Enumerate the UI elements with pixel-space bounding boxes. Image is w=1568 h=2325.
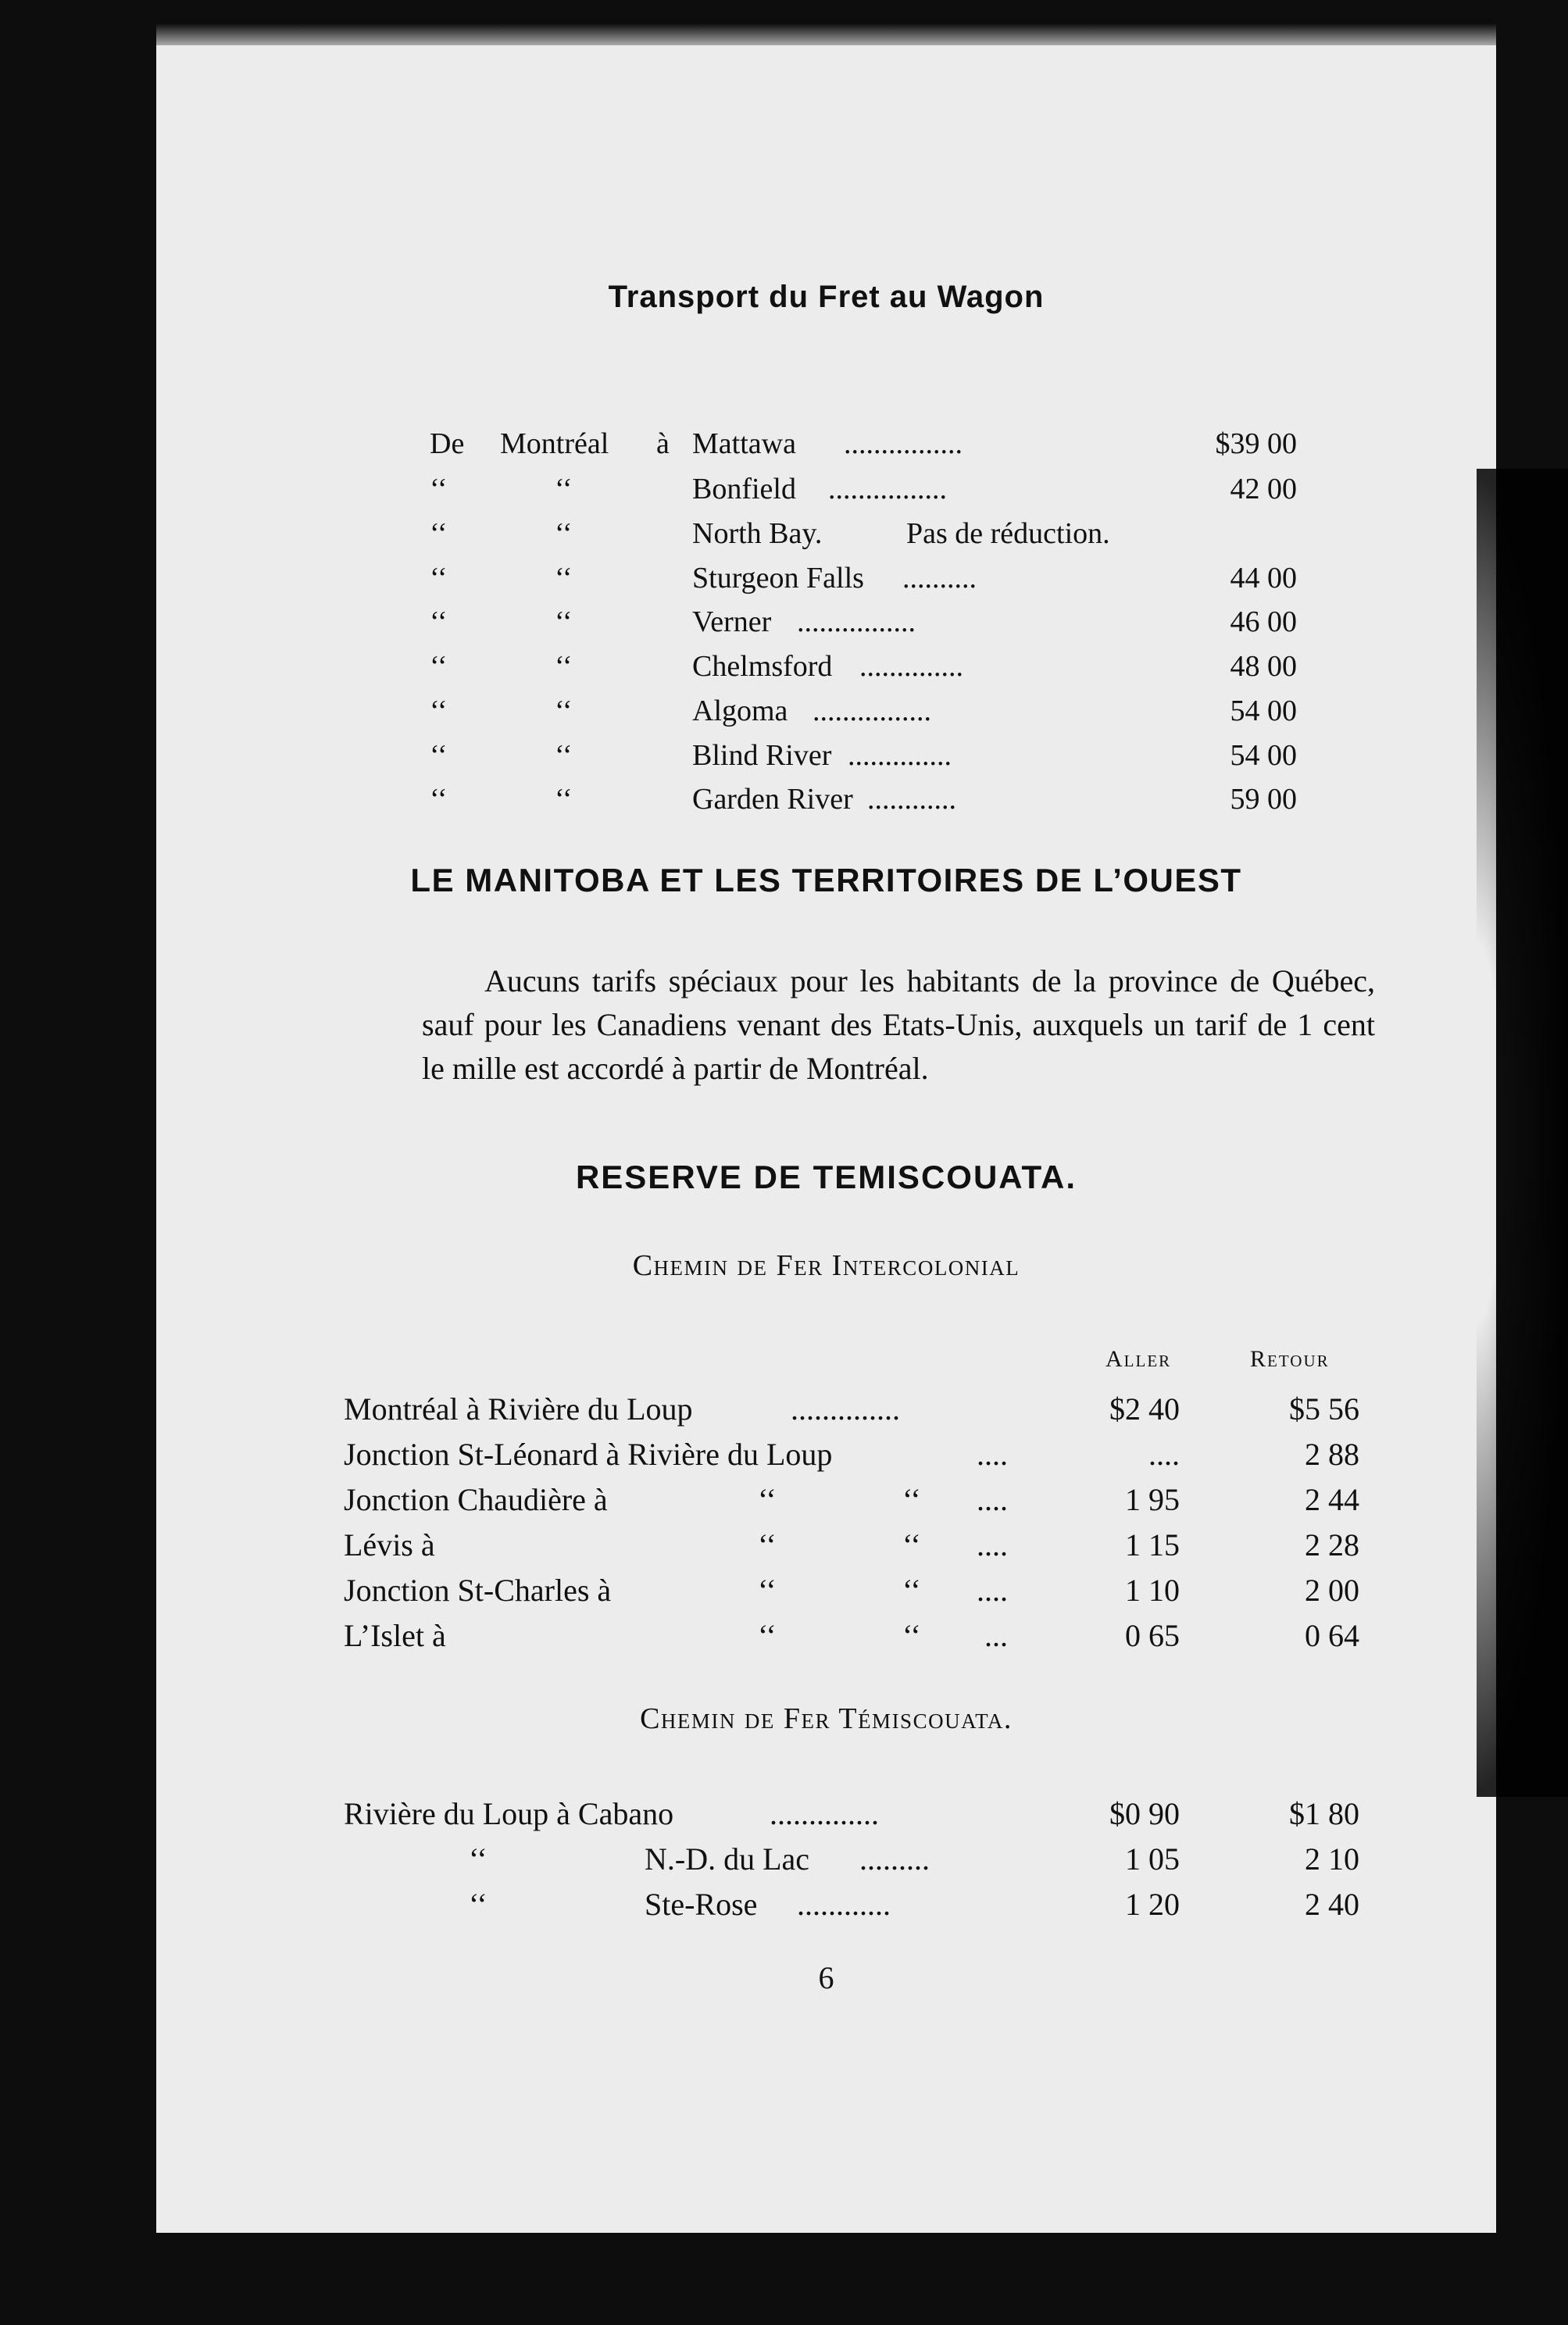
row-aller: 1 15 [1125, 1527, 1180, 1562]
row-aller: 1 20 [1125, 1887, 1180, 1922]
row-c2: ‘‘ [555, 473, 573, 505]
freight-title: Transport du Fret au Wagon [608, 280, 1045, 314]
page-number: 6 [818, 1960, 834, 1995]
row-retour: 2 00 [1305, 1573, 1359, 1608]
row-price: 59 00 [1230, 783, 1297, 816]
row-from: L’Islet à [344, 1618, 446, 1653]
manitoba-paragraph: Aucuns tarifs spéciaux pour les habitants de la province de Québec, sauf pour les Canadiens venant des Etats-Unis, auxquels un tarif de 1 cent le mille est accordé à partir de Montréal. [422, 963, 1375, 1086]
row-note: Pas de réduction. [906, 517, 1110, 550]
row-aller: 1 05 [1125, 1841, 1180, 1877]
row-c2: ‘‘ [555, 739, 573, 772]
row-aller: 1 95 [1125, 1482, 1180, 1517]
row-c2: Montréal [500, 427, 609, 460]
row-price: 54 00 [1230, 739, 1297, 772]
row-aller: $2 40 [1109, 1391, 1180, 1427]
row-dest: Bonfield [692, 473, 796, 505]
row-retour: 2 40 [1305, 1887, 1359, 1922]
row-dots: ... [984, 1618, 1008, 1653]
row-dest: Sturgeon Falls [692, 562, 864, 595]
col-aller: Aller [1105, 1346, 1172, 1372]
row-dots: ................ [797, 605, 916, 638]
row-c2: ‘‘ [555, 562, 573, 595]
row-c2: ‘‘ [555, 695, 573, 727]
row-dots: ............ [797, 1887, 891, 1922]
row-ditto: ‘‘ [758, 1527, 777, 1562]
row-ditto: ‘‘ [902, 1618, 921, 1653]
row-ditto: ‘‘ [758, 1618, 777, 1653]
row-c2: ‘‘ [555, 517, 573, 550]
row-ditto: ‘‘ [469, 1887, 488, 1922]
row-c3: à [656, 427, 670, 460]
row-price: $39 00 [1215, 427, 1297, 460]
row-dots: .............. [791, 1391, 900, 1427]
row-dots: ......... [859, 1841, 930, 1877]
row-c1: ‘‘ [430, 605, 448, 638]
row-from: Jonction Chaudière à [344, 1482, 608, 1517]
row-retour: 2 28 [1305, 1527, 1359, 1562]
row-c1: ‘‘ [430, 739, 448, 772]
temiscouata-subtitle: Chemin de Fer Témiscouata. [640, 1702, 1013, 1735]
row-dots: .... [977, 1573, 1008, 1608]
row-aller: $0 90 [1109, 1796, 1180, 1831]
row-dots: ................ [844, 427, 963, 460]
row-dots: .... [977, 1437, 1008, 1472]
row-dots: .... [977, 1482, 1008, 1517]
row-aller: 0 65 [1125, 1618, 1180, 1653]
row-dest: North Bay. [692, 517, 823, 550]
row-ditto: ‘‘ [469, 1841, 488, 1877]
row-price: 46 00 [1230, 605, 1297, 638]
manitoba-title: LE MANITOBA ET LES TERRITOIRES DE L’OUEST [410, 862, 1242, 898]
row-retour: $1 80 [1289, 1796, 1359, 1831]
row-dest: Chelmsford [692, 650, 833, 683]
row-dest: Garden River [692, 783, 853, 816]
row-dots: ................ [828, 473, 947, 505]
row-from: Jonction St-Charles à [344, 1573, 612, 1608]
row-c1: ‘‘ [430, 473, 448, 505]
row-ditto: ‘‘ [902, 1573, 921, 1608]
row-c1: ‘‘ [430, 562, 448, 595]
intercolonial-subtitle: Chemin de Fer Intercolonial [632, 1249, 1020, 1282]
row-aller: .... [1148, 1437, 1180, 1472]
row-from: Montréal à Rivière du Loup [344, 1391, 693, 1427]
row-dots: .............. [770, 1796, 879, 1831]
row-c1: De [430, 427, 465, 460]
row-dots: .............. [859, 650, 963, 683]
row-dest: Ste-Rose [645, 1887, 758, 1922]
row-c1: ‘‘ [430, 783, 448, 816]
row-ditto: ‘‘ [902, 1482, 921, 1517]
row-ditto: ‘‘ [758, 1573, 777, 1608]
document-page [156, 45, 1496, 2233]
row-dest: Verner [692, 605, 772, 638]
row-dest: Algoma [692, 695, 788, 727]
row-from: Jonction St-Léonard à Rivière du Loup [344, 1437, 833, 1472]
row-dots: ............ [867, 783, 956, 816]
row-ditto: ‘‘ [758, 1482, 777, 1517]
row-dest: N.-D. du Lac [645, 1841, 810, 1877]
row-dots: .............. [848, 739, 952, 772]
row-dest: Mattawa [692, 427, 796, 460]
row-c1: ‘‘ [430, 650, 448, 683]
row-dots: ................ [813, 695, 931, 727]
row-dest: Blind River [692, 739, 832, 772]
row-c2: ‘‘ [555, 783, 573, 816]
row-price: 42 00 [1230, 473, 1297, 505]
row-dots: .......... [902, 562, 977, 595]
row-c2: ‘‘ [555, 605, 573, 638]
row-ditto: ‘‘ [902, 1527, 921, 1562]
row-retour: $5 56 [1289, 1391, 1359, 1427]
row-retour: 0 64 [1305, 1618, 1359, 1653]
scan-shadow [1477, 469, 1568, 1797]
row-retour: 2 44 [1305, 1482, 1359, 1517]
row-from: Lévis à [344, 1527, 435, 1562]
row-c1: ‘‘ [430, 695, 448, 727]
row-c1: ‘‘ [430, 517, 448, 550]
row-price: 54 00 [1230, 695, 1297, 727]
row-from: Rivière du Loup à Cabano [344, 1796, 674, 1831]
row-retour: 2 88 [1305, 1437, 1359, 1472]
row-dots: .... [977, 1527, 1008, 1562]
col-retour: Retour [1250, 1346, 1330, 1372]
row-c2: ‘‘ [555, 650, 573, 683]
row-price: 44 00 [1230, 562, 1297, 595]
row-aller: 1 10 [1125, 1573, 1180, 1608]
row-retour: 2 10 [1305, 1841, 1359, 1877]
row-price: 48 00 [1230, 650, 1297, 683]
temiscouata-title: RESERVE DE TEMISCOUATA. [575, 1159, 1077, 1195]
